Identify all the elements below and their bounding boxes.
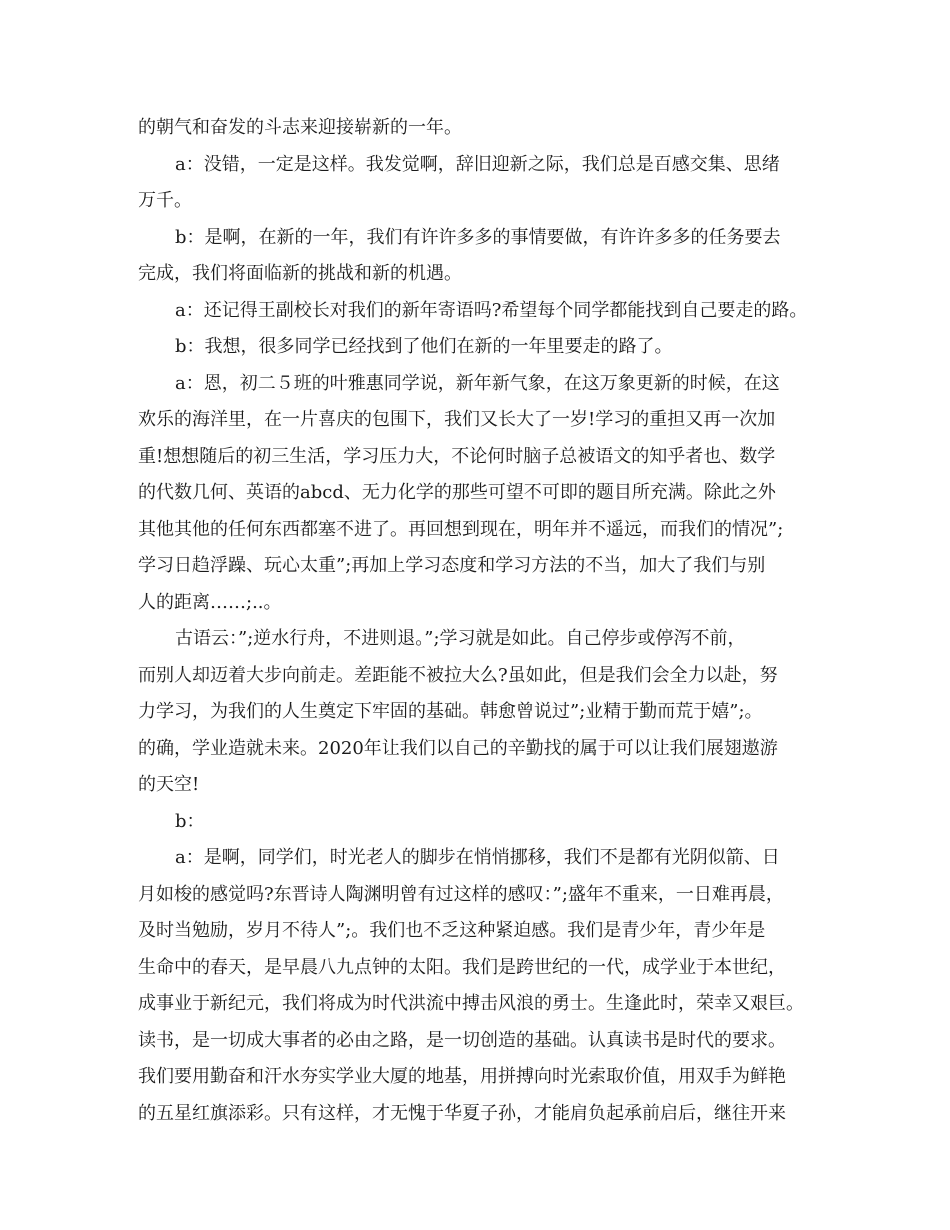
- text-line: 我们要用勤奋和汗水夯实学业大厦的地基，用拼搏向时光索取价值，用双手为鲜艳: [138, 1066, 786, 1087]
- text-line: 完成，我们将面临新的挑战和新的机遇。: [138, 263, 462, 284]
- text-line: 成事业于新纪元，我们将成为时代洪流中搏击风浪的勇士。生逢此时，荣幸又艰巨。: [138, 993, 804, 1014]
- text-line: 生命中的春天，是早晨八九点钟的太阳。我们是跨世纪的一代，成学业于本世纪，: [138, 957, 786, 978]
- text-line: 及时当勉励，岁月不待人”;。我们也不乏这种紧迫感。我们是青少年，青少年是: [138, 920, 766, 941]
- text-line: a：是啊，同学们，时光老人的脚步在悄悄挪移，我们不是都有光阴似箭、日: [175, 847, 780, 868]
- text-line: 月如梭的感觉吗?东晋诗人陶渊明曾有过这样的感叹：”;盛年不重来，一日难再晨，: [138, 884, 784, 905]
- text-line: 其他其他的任何东西都塞不进了。再回想到现在，明年并不遥远，而我们的情况”;: [138, 519, 784, 540]
- text-line: 欢乐的海洋里，在一片喜庆的包围下，我们又长大了一岁!学习的重担又再一次加: [138, 409, 776, 430]
- text-line: b：是啊，在新的一年，我们有许许多多的事情要做，有许许多多的任务要去: [175, 227, 781, 248]
- text-line: 的确，学业造就未来。2020年让我们以自己的辛勤找的属于可以让我们展翅遨游: [138, 738, 778, 759]
- text-line: 古语云：”;逆水行舟，不进则退。”;学习就是如此。自己停步或停泻不前，: [175, 628, 746, 649]
- text-line: b：我想，很多同学已经找到了他们在新的一年里要走的路了。: [175, 336, 673, 357]
- text-line: 的五星红旗添彩。只有这样，才无愧于华夏子孙，才能肩负起承前启后，继往开来: [138, 1103, 786, 1124]
- text-line: 的朝气和奋发的斗志来迎接崭新的一年。: [138, 117, 462, 138]
- text-line: 读书，是一切成大事者的必由之路，是一切创造的基础。认真读书是时代的要求。: [138, 1030, 786, 1051]
- text-line: 的代数几何、英语的abcd、无力化学的那些可望不可即的题目所充满。除此之外: [138, 482, 776, 503]
- text-line: b：: [175, 811, 205, 832]
- text-line: 的天空!: [138, 774, 200, 795]
- text-line: 人的距离……;..。: [138, 592, 282, 613]
- text-line: a：恩，初二５班的叶雅惠同学说，新年新气象，在这万象更新的时候，在这: [175, 373, 780, 394]
- text-line: 重!想想随后的初三生活，学习压力大，不论何时脑子总被语文的知乎者也、数学: [138, 446, 776, 467]
- text-line: a：还记得王副校长对我们的新年寄语吗?希望每个同学都能找到自己要走的路。: [175, 300, 808, 321]
- text-line: 学习日趋浮躁、玩心太重”;再加上学习态度和学习方法的不当，加大了我们与别: [138, 555, 766, 576]
- text-line: 力学习，为我们的人生奠定下牢固的基础。韩愈曾说过”;业精于勤而荒于嬉”;。: [138, 701, 763, 722]
- text-line: a：没错，一定是这样。我发觉啊，辞旧迎新之际，我们总是百感交集、思绪: [175, 154, 780, 175]
- text-line: 而别人却迈着大步向前走。差距能不被拉大么?虽如此，但是我们会全力以赴，努: [138, 665, 778, 686]
- text-line: 万千。: [138, 190, 192, 211]
